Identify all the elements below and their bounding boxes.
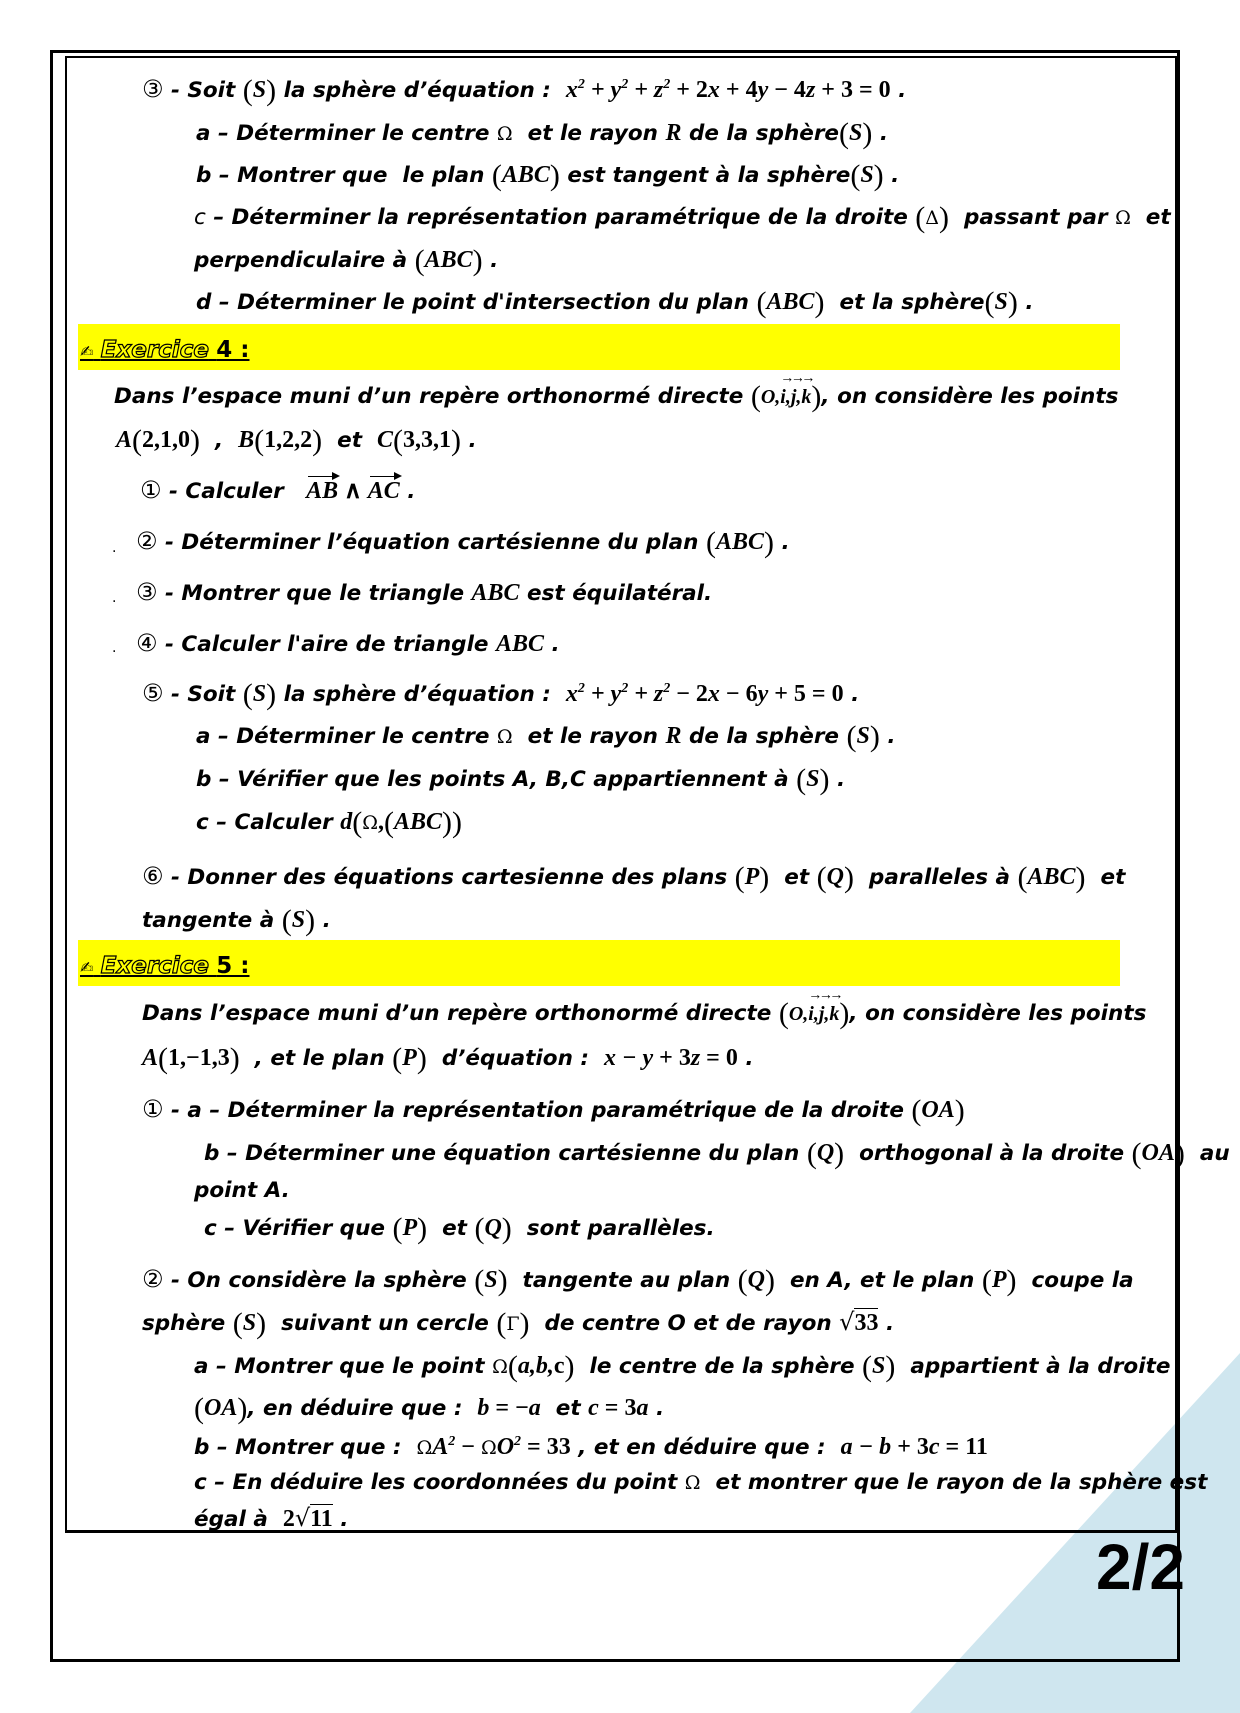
ex3-q3c-line2: perpendiculaire à (ABC) . [194,244,499,277]
ex4-q4: ④ - Calculer l'aire de triangle ABC . [136,629,560,657]
ex4-q5b: b – Vérifier que les points A, B,C appartiennent à (S) . [196,763,846,796]
ex3-q3d: d – Déterminer le point d'intersection du plan (ABC) et la sphère(S) . [196,286,1034,319]
ex4-q3: ③ - Montrer que le triangle ABC est équilatéral. [136,578,713,606]
ex4-q1: ① - Calculer AB ∧ AC . [140,476,416,504]
document-content: ③ - Soit (S) la sphère d’équation : $x^2 + y^2 + z^2 + 2x + 4y - 4z + 3 = 0$ . a – Déterminer le centre Ω et le rayon R de la sphère(S) . b – Montrer que le plan (ABC) est tangent à la sphère(S) . c – Déterminer la représentation paramétrique de la droite (Δ) passant par Ω et perpendiculaire à (ABC) . d – Déterminer le point d'intersection du plan (ABC) et la sphère(S) . ✍ Exercice 4 : Dans l’espace muni d’un repère orthonormé directe (O,→ i,→ j,→ k), on considère les points A(2,1,0) , B(1,2,2) et C(3,3,1) . ① - Calculer AB ∧ AC . . ② - Déterminer l’équation cartésienne du plan (ABC) . . ③ - Montrer que le triangle ABC est équilatéral. . ④ - Calculer l'aire de triangle ABC . ⑤ - Soit (S) la sphère d’équation : $x^2 + y^2 + z^2 - 2x - 6y + 5 = 0$ . a – Déterminer le centre Ω et le rayon R de la sphère (S) . b – Vérifier que les points A, B,C appartiennent à (S) . c – Calculer d(Ω,(ABC)) ⑥ - Donner des équations cartesienne des plans (P) et (Q) paralleles à (ABC) et tangente à (S) . ✍ Exercice 5 : Dans l’espace muni d’un repère orthonormé directe (O,→ i,→ j,→ k), on considère les points A(1,−1,3) , et le plan (P) d’équation : x − y + 3z = 0 . ① - a – Déterminer la représentation paramétrique de la droite (OA) b – Déterminer une équation cartésienne du plan (Q) orthogonal à la droite (OA) au point A. c – Vérifier que (P) et (Q) sont parallèles. ② - On considère la sphère (S) tangente au plan (Q) en A, et le plan (P) coupe la sphère (S) suivant un cercle (Γ) de centre O et de rayon √33 . a – Montrer que le point Ω(a,b,c) le centre de la sphère (S) appartient à la droite (OA), en déduire que : b = −a et c = 3a . b – Montrer que : $\Omega A^2 - \Omega O^2 = 33$ , et en déduire que : a − b + 3c = 11 c – En déduire les coordonnées du point Ω et montrer que le rayon de la sphère est égal à 2√11 . [0,0,1240,1713]
ex5-q1b-line1: b – Déterminer une équation cartésienne du plan (Q) orthogonal à la droite (OA) au [204,1137,1230,1170]
ex5-q1a: ① - a – Déterminer la représentation paramétrique de la droite (OA) [142,1094,965,1127]
ex3-q3c-line1: c – Déterminer la représentation paramétrique de la droite (Δ) passant par Ω et [194,201,1171,234]
ex5-q1b-line2: point A. [194,1178,290,1203]
exercise-4-title: ✍ Exercice 4 : [80,337,250,363]
ex4-intro-line2: A(2,1,0) , B(1,2,2) et C(3,3,1) . [116,424,477,457]
ex4-q5c: c – Calculer d(Ω,(ABC)) [196,806,462,839]
ex5-q2a-line1: a – Montrer que le point Ω(a,b,c) le centre de la sphère (S) appartient à la droite [194,1350,1171,1383]
ex4-q5a: a – Déterminer le centre Ω et le rayon R de la sphère (S) . [196,720,896,753]
ex3-q3: ③ - Soit (S) la sphère d’équation : $x^2 + y^2 + z^2 + 2x + 4y - 4z + 3 = 0$ . [142,74,907,107]
ex5-q2b: b – Montrer que : $\Omega A^2 - \Omega O^2 = 33$ , et en déduire que : a − b + 3c = 11 [194,1434,988,1460]
ex5-q1c: c – Vérifier que (P) et (Q) sont parallèles. [204,1212,715,1245]
ex5-q2-line2: sphère (S) suivant un cercle (Γ) de centre O et de rayon √33 . [142,1307,895,1340]
ex4-intro-line1: Dans l’espace muni d’un repère orthonormé directe (O,→ i,→ j,→ k), on considère les points [114,380,1118,414]
ex5-intro-line2: A(1,−1,3) , et le plan (P) d’équation : x − y + 3z = 0 . [142,1042,754,1075]
ex5-q2-line1: ② - On considère la sphère (S) tangente au plan (Q) en A, et le plan (P) coupe la [142,1264,1134,1297]
ex5-intro-line1: Dans l’espace muni d’un repère orthonormé directe (O,→ i,→ j,→ k), on considère les points [142,997,1146,1031]
pencil-icon: ✍ [80,958,94,977]
ex4-q5: ⑤ - Soit (S) la sphère d’équation : $x^2 + y^2 + z^2 - 2x - 6y + 5 = 0$ . [142,678,860,711]
page-number: 2/2 [1096,1531,1185,1603]
ex3-q3b: b – Montrer que le plan (ABC) est tangent à la sphère(S) . [196,159,900,192]
ex5-q2c-line2: égal à 2√11 . [194,1504,349,1532]
ex5-q2c-line1: c – En déduire les coordonnées du point Ω et montrer que le rayon de la sphère est [194,1470,1208,1495]
ex4-q2: ② - Déterminer l’équation cartésienne du plan (ABC) . [136,526,790,559]
pencil-icon: ✍ [80,342,94,361]
ex5-q2a-line2: (OA), en déduire que : b = −a et c = 3a . [194,1392,665,1425]
ex4-q6-line2: tangente à (S) . [142,904,331,937]
ex4-q6-line1: ⑥ - Donner des équations cartesienne des plans (P) et (Q) paralleles à (ABC) et [142,861,1126,894]
exercise-5-title: ✍ Exercice 5 : [80,953,250,979]
ex3-q3a: a – Déterminer le centre Ω et le rayon R de la sphère(S) . [196,117,889,150]
